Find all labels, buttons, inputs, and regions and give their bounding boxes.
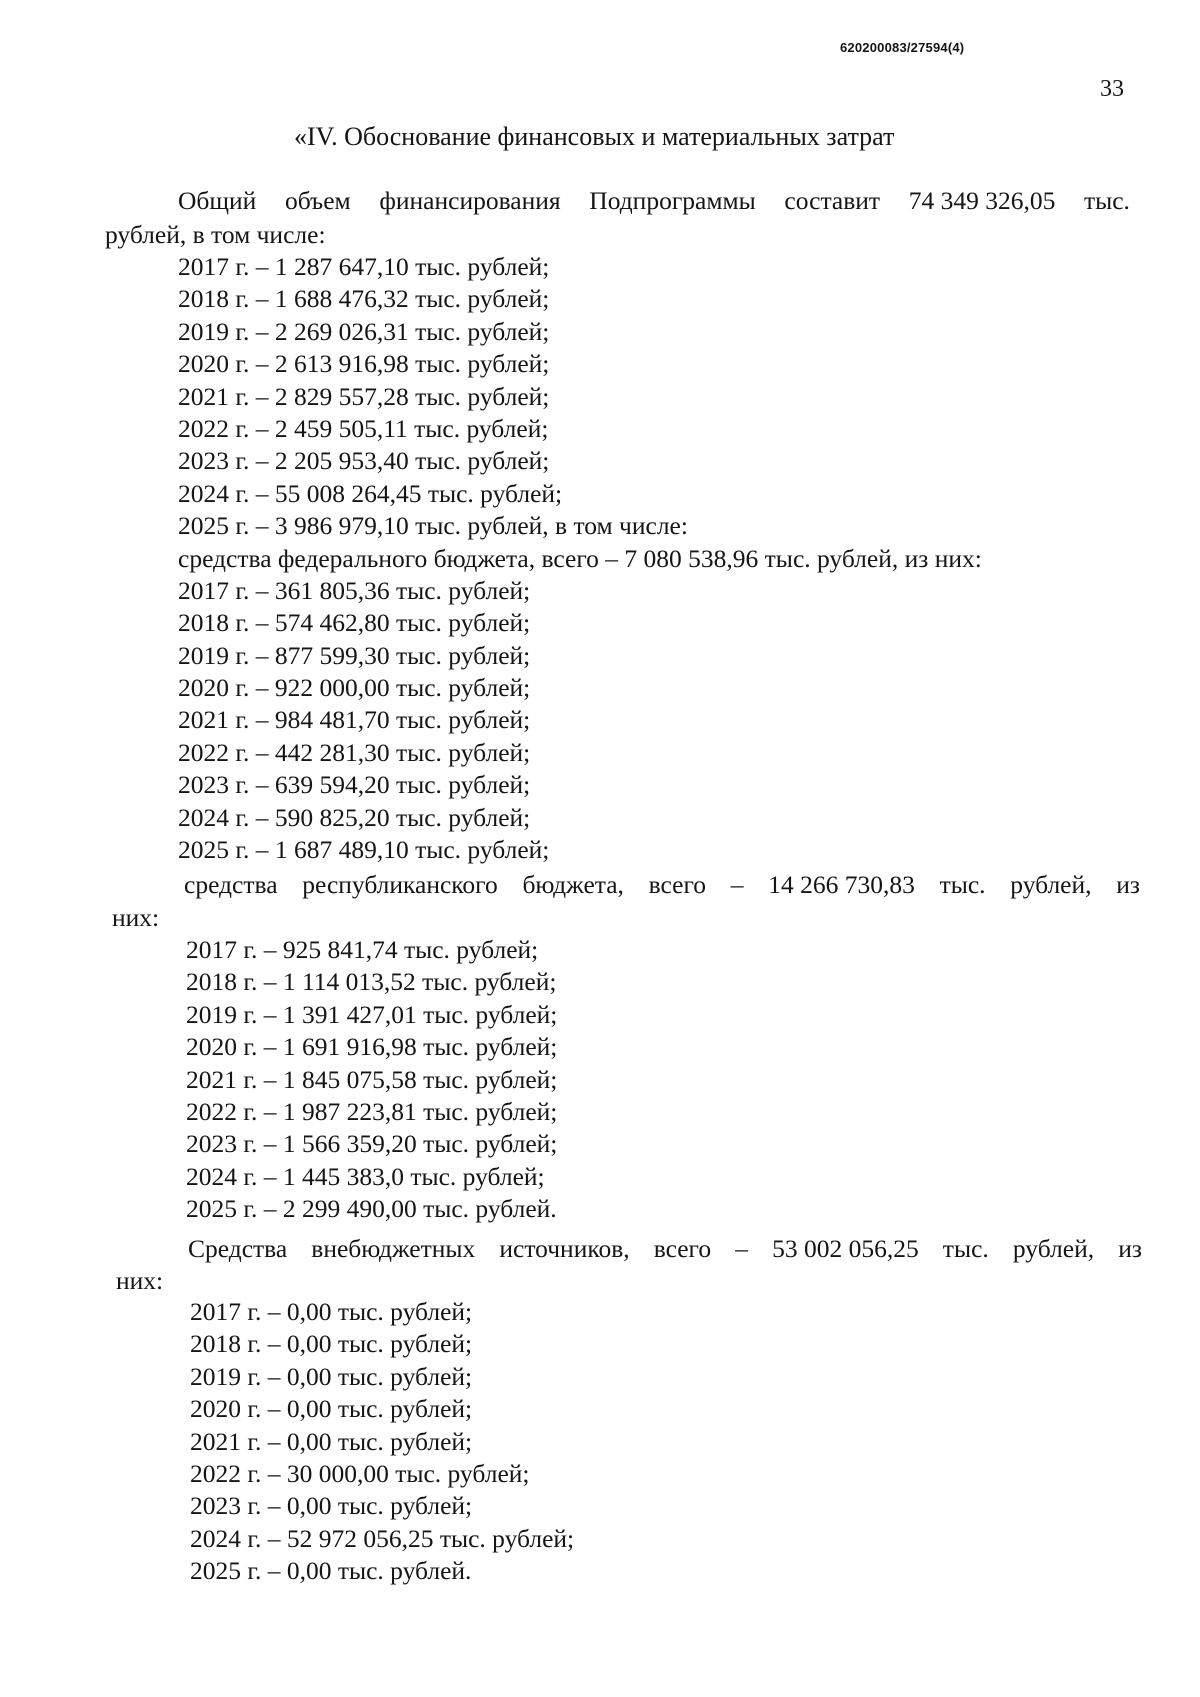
heading-word: республиканского — [302, 870, 498, 899]
federal-budget-heading: средства федерального бюджета, всего – 7 080 538,96 тыс. рублей, из них: — [178, 543, 982, 573]
intro-word: Подпрограммы — [589, 186, 756, 215]
page-number: 33 — [1100, 76, 1124, 102]
list-item: 2022 г. – 1 987 223,81 тыс. рублей; — [186, 1096, 558, 1126]
list-item: 2023 г. – 0,00 тыс. рублей; — [190, 1491, 473, 1521]
intro-word: объем — [284, 186, 351, 215]
list-item: 2022 г. – 30 000,00 тыс. рублей; — [190, 1458, 530, 1488]
list-item: 2021 г. – 2 829 557,28 тыс. рублей; — [178, 381, 550, 411]
list-item: 2017 г. – 0,00 тыс. рублей; — [190, 1297, 473, 1326]
republican-budget-heading — [184, 870, 1140, 900]
heading-word: тыс. — [942, 1234, 989, 1263]
heading-word: рублей, — [1010, 870, 1092, 899]
list-item: 2019 г. – 2 269 026,31 тыс. рублей; — [178, 316, 550, 346]
list-item: 2024 г. – 52 972 056,25 тыс. рублей; — [190, 1523, 575, 1553]
extrabudgetary-heading-continuation: них: — [116, 1266, 164, 1295]
intro-word: тыс. — [1083, 186, 1130, 215]
list-item: 2017 г. – 361 805,36 тыс. рублей; — [178, 575, 531, 605]
list-item: 2018 г. – 1 688 476,32 тыс. рублей; — [178, 284, 550, 314]
list-item: 2017 г. – 1 287 647,10 тыс. рублей; — [178, 252, 550, 281]
heading-word: рублей, — [1012, 1234, 1095, 1263]
republican-heading-continuation: них: — [112, 903, 160, 932]
list-item: 2018 г. – 1 114 013,52 тыс. рублей; — [186, 967, 557, 997]
list-item: 2020 г. – 0,00 тыс. рублей; — [190, 1394, 473, 1424]
list-item: 2021 г. – 984 481,70 тыс. рублей; — [178, 705, 531, 735]
list-item: 2019 г. – 0,00 тыс. рублей; — [190, 1361, 473, 1391]
heading-word: всего — [653, 1234, 712, 1263]
heading-word: из — [1118, 1234, 1142, 1263]
list-item: 2020 г. – 922 000,00 тыс. рублей; — [178, 673, 531, 703]
list-item: 2025 г. – 3 986 979,10 тыс. рублей, в том числе: — [178, 511, 688, 541]
intro-word: составит — [784, 186, 881, 215]
list-item: 2020 г. – 1 691 916,98 тыс. рублей; — [186, 1032, 558, 1062]
intro-total-amount: 74 349 326,05 — [908, 186, 1056, 215]
list-item: 2017 г. – 925 841,74 тыс. рублей; — [186, 935, 539, 964]
intro-word: финансирования — [379, 186, 561, 215]
heading-word: – — [730, 870, 744, 899]
heading-word: бюджета, — [522, 870, 624, 899]
heading-word: тыс. — [939, 870, 986, 899]
total-by-year-list — [178, 251, 982, 866]
list-item: 2024 г. – 590 825,20 тыс. рублей; — [178, 802, 531, 832]
list-item: 2019 г. – 1 391 427,01 тыс. рублей; — [186, 999, 558, 1029]
heading-word: источников, — [499, 1234, 630, 1263]
document-id: 620200083/27594(4) — [840, 40, 965, 55]
intro-word: Общий — [178, 186, 257, 215]
list-item: 2019 г. – 877 599,30 тыс. рублей; — [178, 640, 531, 670]
list-item: 2023 г. – 639 594,20 тыс. рублей; — [178, 770, 531, 800]
intro-continuation: рублей, в том числе: — [105, 220, 326, 249]
list-item: 2023 г. – 1 566 359,20 тыс. рублей; — [186, 1129, 558, 1159]
list-item: 2025 г. – 0,00 тыс. рублей. — [190, 1556, 472, 1586]
list-item: 2020 г. – 2 613 916,98 тыс. рублей; — [178, 349, 550, 379]
list-item: 2025 г. – 2 299 490,00 тыс. рублей. — [186, 1194, 557, 1224]
list-item: 2022 г. – 442 281,30 тыс. рублей; — [178, 737, 531, 767]
heading-word: из — [1116, 870, 1140, 899]
heading-word: всего — [648, 870, 707, 899]
intro-first-line — [178, 186, 1130, 216]
list-item: 2023 г. – 2 205 953,40 тыс. рублей; — [178, 446, 550, 476]
extrabudgetary-list — [190, 1296, 574, 1588]
list-item: 2024 г. – 1 445 383,0 тыс. рублей; — [186, 1161, 545, 1191]
section-title: «IV. Обоснование финансовых и материальных затрат — [294, 122, 895, 151]
heading-word: – — [735, 1234, 748, 1263]
heading-word: Средства — [188, 1234, 288, 1263]
list-item: 2022 г. – 2 459 505,11 тыс. рублей; — [178, 413, 549, 443]
list-item: 2018 г. – 0,00 тыс. рублей; — [190, 1329, 473, 1359]
extrabudgetary-heading — [188, 1234, 1142, 1264]
extrabudgetary-total-amount: 53 002 056,25 — [772, 1234, 919, 1263]
list-item: 2021 г. – 1 845 075,58 тыс. рублей; — [186, 1064, 558, 1094]
heading-word: средства — [184, 870, 278, 899]
list-item: 2018 г. – 574 462,80 тыс. рублей; — [178, 608, 531, 638]
list-item: 2025 г. – 1 687 489,10 тыс. рублей; — [178, 835, 550, 865]
list-item: 2021 г. – 0,00 тыс. рублей; — [190, 1426, 473, 1456]
republican-total-amount: 14 266 730,83 — [768, 870, 915, 899]
heading-word: внебюджетных — [311, 1234, 476, 1263]
list-item: 2024 г. – 55 008 264,45 тыс. рублей; — [178, 478, 563, 508]
republican-budget-list — [186, 934, 557, 1226]
